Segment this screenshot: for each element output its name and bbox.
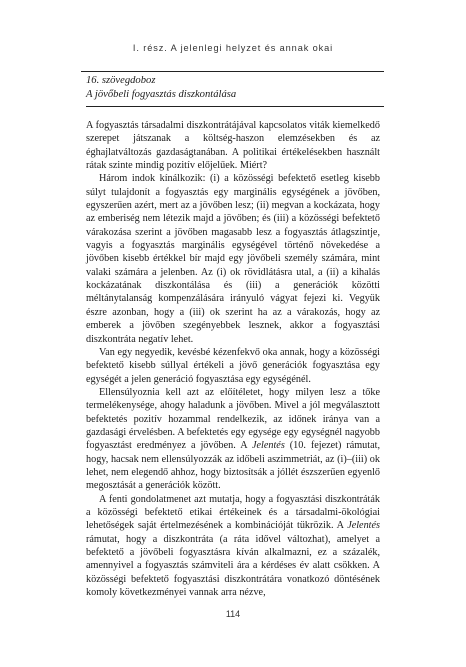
paragraph-2-text: Három indok kínálkozik: (i) a közösségi befektető esetleg kisebb súlyt tulajdonít a fogyasztás egy marginális egységének a jövőben, egyszerűen azért, mert az a jövőben lesz; (ii) megvan a kockázata, hogy az emberiség nem létezik majd a jövőben; és (iii) a közösségi befektető várakozása szerint a jövőben magasabb lesz a fogyasztás átlagszintje, vagyis a fogyasztás marginális egységével történő növekedése a jövőben kisebb értékkel bír majd egy jövőbeli személy számára, mint valaki számára a jelenben. Az (i) ok rövidlátásra utal, a (ii) a kihalás kockázatának diszkontálása és (iii) a generációk közötti méltánytalanság kompenzálására irányuló vágyat fejezi ki. Vegyük észre azonban, hogy a (iii) ok szerint ha az a várakozás, hogy az emberek a jövőben szegényebbek lesznek, akkor a fogyasztási diszkontráta negatív lehet. (86, 173, 380, 345)
body-text (86, 119, 380, 599)
paragraph-4 (86, 386, 380, 493)
paragraph-5-text-a: A fenti gondolatmenet azt mutatja, hogy a fogyasztási diszkontráták a közösségi befektető etikai értékeinek és a társadalmi-ökológiai lehetőségek saját értelmezésének a kombinációját tükrözik. A (86, 493, 380, 532)
paragraph-3 (86, 346, 380, 386)
running-head: I. rész. A jelenlegi helyzet és annak okai (132, 43, 334, 53)
text-box (81, 71, 384, 599)
paragraph-5-text-b: rámutat, hogy a diszkontráta (a ráta idővel változhat), amelyet a befektető a jövőbeli fogyasztásra kíván alkalmazni, ez a százalék, amennyivel a fogyasztás számviteli ára a kérdéses év alatt csökken. A közösségi befektető fogyasztási diszkontrátára vonatkozó döntésének komoly következményei vannak arra nézve, (86, 533, 380, 599)
page-number: 114 (225, 609, 241, 619)
paragraph-5-report-title: Jelentés (347, 520, 380, 532)
paragraph-4-text-b: (10. fejezet) rámutat, hogy, hacsak nem ellensúlyozzák az időbeli aszimmetriát, az (i)–(iii) ok lehet, nem elegendő ahhoz, hogy biztosítsák a jóllét észszerűen egyenlő megosztását a generációk között. (86, 440, 381, 492)
box-label: 16. szövegdoboz (86, 75, 156, 86)
paragraph-1-text: A fogyasztás társadalmi diszkontrátájával kapcsolatos viták kiemelkedő szerepet játszanak a költség-haszon elemzésekben és az éghajlatváltozás gazdaságtanában. A politikai értékelésekben használt rátak szinte mindig pozitív előjelűek. Miért? (86, 120, 380, 172)
paragraph-1 (86, 119, 380, 172)
paragraph-5 (86, 493, 380, 600)
paragraph-3-text: Van egy negyedik, kevésbé kézenfekvő oka annak, hogy a közösségi befektető kisebb súllyal értékeli a jövő generációk fogyasztása egy egységét a jelen generáció fogyasztása egy egységénél. (86, 346, 380, 385)
box-title: A jövőbeli fogyasztás diszkontálása (86, 88, 384, 107)
paragraph-2 (86, 172, 380, 345)
paragraph-4-text-a: Ellensúlyoznia kell azt az előítéletet, hogy milyen lesz a tőke termelékenysége, ahogy haladunk a jövőben. Mivel a jól megválasztott befektetés pozitív hozammal rendelkezik, az időnek iránya van a gazdasági érvelésben. A befektetés egy egysége egy egységnél nagyobb fogyasztást eredményez a jövőben. A (86, 386, 380, 452)
paragraph-4-report-title: Jelentés (251, 440, 285, 452)
